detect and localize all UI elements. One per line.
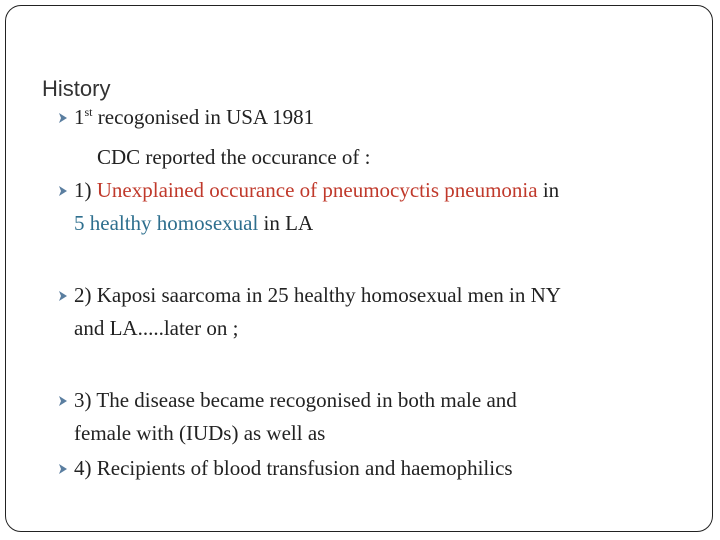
item-1-highlight-blue: 5 healthy homosexual (74, 211, 259, 235)
item-1-line2-tail: in LA (258, 211, 314, 235)
list-item-1-line2 (74, 210, 313, 236)
slide-title: History (42, 76, 111, 101)
item-1-number: 1) (74, 178, 97, 202)
item-1-tail: in (537, 178, 560, 202)
slide-frame (5, 5, 713, 532)
bullet-arrow-icon (56, 462, 70, 476)
bullet-arrow-icon (56, 111, 70, 125)
item-3-line2: female with (IUDs) as well as (74, 421, 326, 445)
list-item-3 (56, 387, 517, 413)
item-4-line1: 4) Recipients of blood transfusion and haemophilics (74, 456, 513, 480)
first-superscript: st (84, 105, 93, 119)
list-item-4 (56, 455, 513, 481)
item-3-line1: 3) The disease became recogonised in both male and (74, 388, 517, 412)
item-2-line1: 2) Kaposi saarcoma in 25 healthy homosexual men in NY (74, 283, 561, 307)
bullet-arrow-icon (56, 184, 70, 198)
bullet-arrow-icon (56, 394, 70, 408)
bullet-arrow-icon (56, 289, 70, 303)
item-2-line2: and LA.....later on ; (74, 316, 239, 340)
list-item-1 (56, 177, 559, 203)
item-1-highlight-red: Unexplained occurance of pneumocyctis pneumonia (96, 178, 538, 202)
list-item-first-recognised (56, 104, 314, 130)
list-item-2 (56, 282, 561, 308)
first-text: recogonised in USA 1981 (92, 105, 315, 129)
first-number: 1 (74, 105, 85, 129)
cdc-statement: CDC reported the occurance of : (97, 145, 371, 169)
